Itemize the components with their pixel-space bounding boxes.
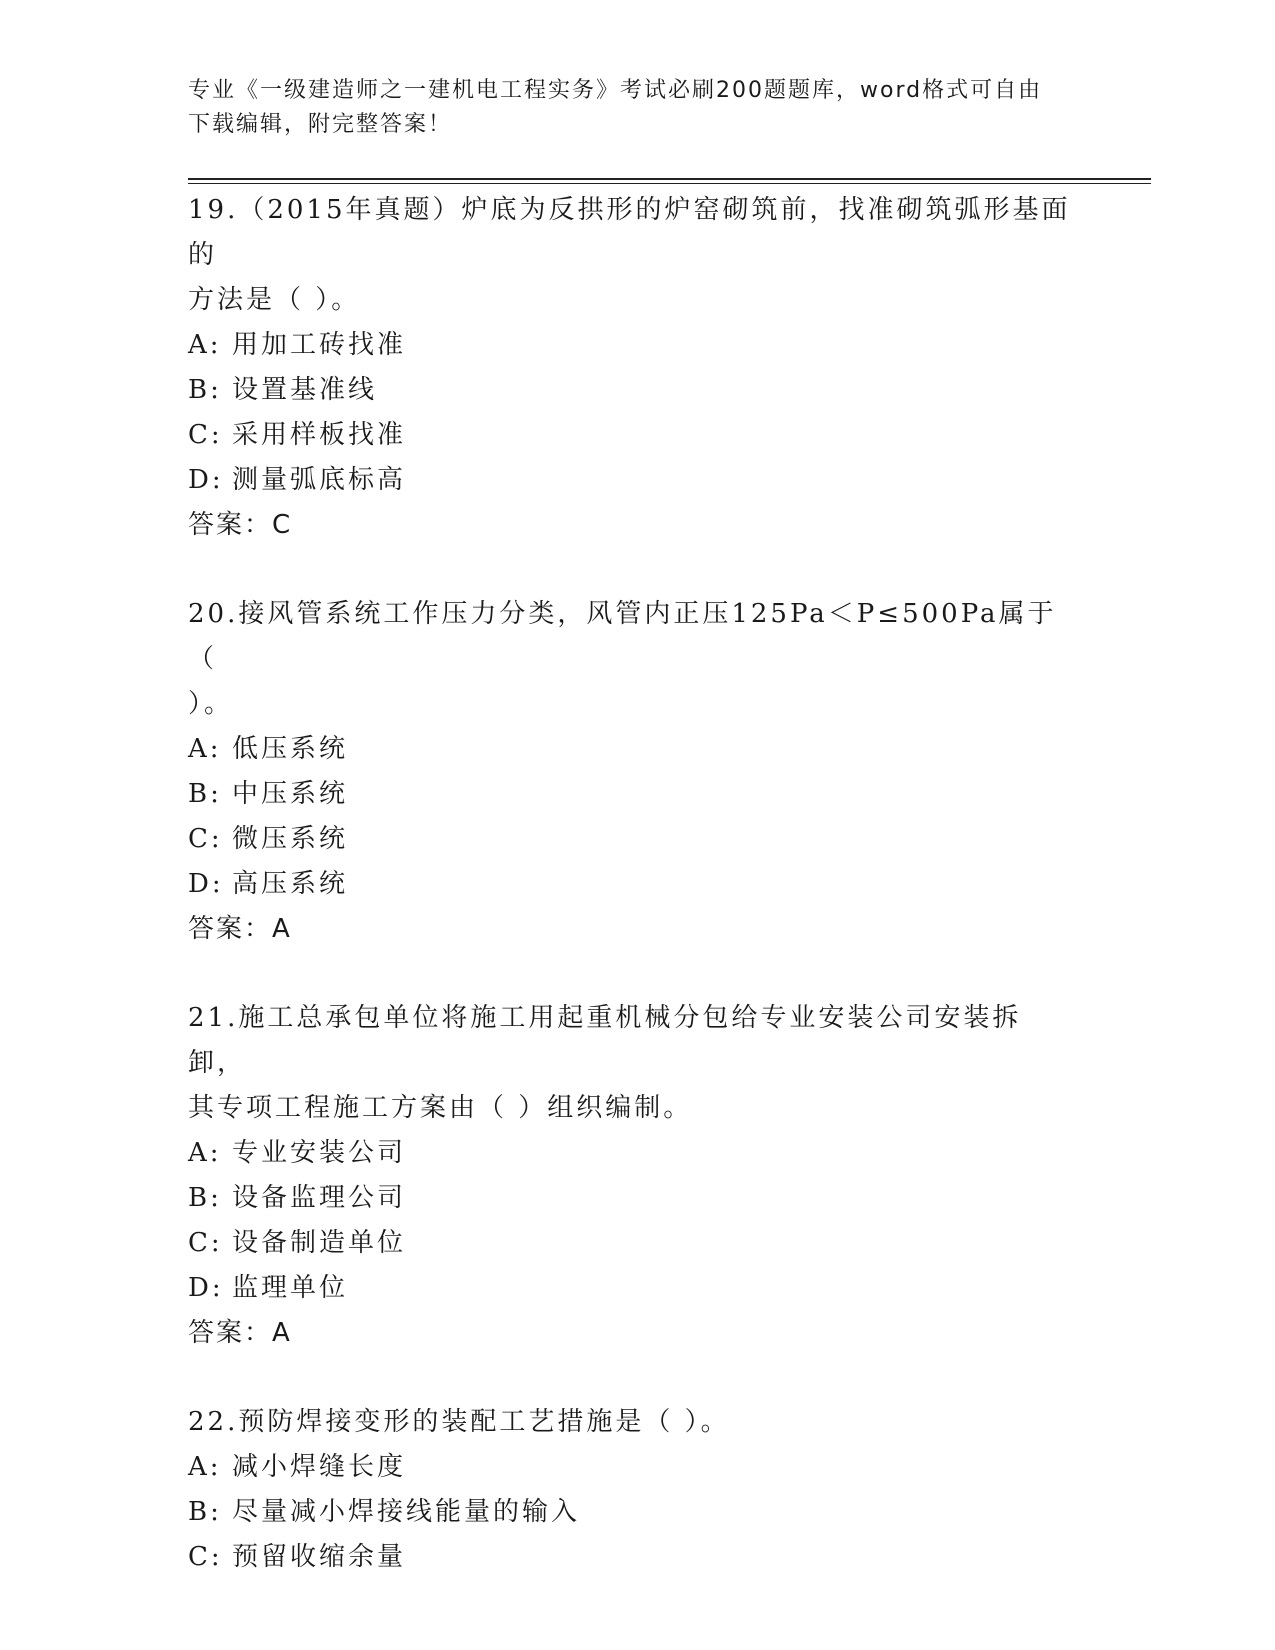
- option-b: [188, 368, 1088, 413]
- option-text: 高压系统: [232, 869, 349, 899]
- option-key: B:: [188, 375, 222, 405]
- question-stem-line-1: 19.（2015年真题）炉底为反拱形的炉窑砌筑前，找准砌筑弧形基面的: [188, 195, 1071, 270]
- option-text: 中压系统: [232, 779, 349, 809]
- option-d: [188, 1266, 1088, 1311]
- option-text: 低压系统: [232, 734, 349, 764]
- option-a: [188, 1445, 1088, 1490]
- option-key: D:: [188, 869, 224, 899]
- option-key: A:: [188, 1138, 222, 1168]
- header-line-2: 下载编辑，附完整答案！: [188, 112, 453, 137]
- document-header: [188, 74, 1088, 142]
- answer-line: 答案：A: [188, 1318, 292, 1348]
- question-list: [188, 188, 1088, 1624]
- option-key: B:: [188, 1183, 222, 1213]
- question-19: [188, 188, 1088, 548]
- option-text: 微压系统: [232, 824, 349, 854]
- option-b: [188, 1490, 1088, 1535]
- option-text: 减小焊缝长度: [232, 1452, 407, 1482]
- option-a: [188, 727, 1088, 772]
- question-stem-line-2: 方法是（ ）。: [188, 285, 361, 315]
- header-divider-thick: [188, 178, 1151, 180]
- option-text: 设备监理公司: [232, 1183, 407, 1213]
- header-divider-thin: [188, 183, 1151, 184]
- question-stem: [188, 996, 1078, 1131]
- option-text: 设备制造单位: [232, 1228, 407, 1258]
- option-c: [188, 413, 1088, 458]
- option-c: [188, 817, 1088, 862]
- option-key: B:: [188, 779, 222, 809]
- option-a: [188, 1131, 1088, 1176]
- question-20: [188, 592, 1088, 952]
- option-text: 采用样板找准: [232, 420, 407, 450]
- option-b: [188, 772, 1088, 817]
- option-text: 设置基准线: [232, 375, 378, 405]
- option-key: D:: [188, 1273, 224, 1303]
- option-text: 预留收缩余量: [232, 1542, 407, 1572]
- option-a: [188, 323, 1088, 368]
- option-text: 测量弧底标高: [232, 465, 407, 495]
- question-stem-line-1: 20.接风管系统工作压力分类，风管内正压125Pa＜P≤500Pa属于（: [188, 599, 1057, 674]
- question-stem-line-1: 22.预防焊接变形的装配工艺措施是（ ）。: [188, 1407, 730, 1437]
- question-stem: [188, 1400, 1078, 1445]
- answer-line: 答案：C: [188, 510, 293, 540]
- option-c: [188, 1535, 1088, 1580]
- option-c: [188, 1221, 1088, 1266]
- question-22: [188, 1400, 1088, 1580]
- question-stem: [188, 188, 1078, 323]
- header-line-1: 专业《一级建造师之一建机电工程实务》考试必刷200题题库，word格式可自由: [188, 78, 1043, 103]
- option-text: 尽量减小焊接线能量的输入: [232, 1497, 581, 1527]
- question-stem-line-2: 其专项工程施工方案由（ ）组织编制。: [188, 1093, 693, 1123]
- option-text: 用加工砖找准: [232, 330, 407, 360]
- option-key: A:: [188, 734, 222, 764]
- answer-line: 答案：A: [188, 914, 292, 944]
- option-key: B:: [188, 1497, 222, 1527]
- option-key: C:: [188, 824, 223, 854]
- option-text: 专业安装公司: [232, 1138, 407, 1168]
- question-stem: [188, 592, 1078, 727]
- option-key: C:: [188, 420, 223, 450]
- option-key: A:: [188, 330, 222, 360]
- option-b: [188, 1176, 1088, 1221]
- question-stem-line-2: ）。: [188, 689, 234, 719]
- option-key: A:: [188, 1452, 222, 1482]
- option-d: [188, 862, 1088, 907]
- question-stem-line-1: 21.施工总承包单位将施工用起重机械分包给专业安装公司安装拆卸，: [188, 1003, 1022, 1078]
- question-21: [188, 996, 1088, 1356]
- option-key: C:: [188, 1542, 223, 1572]
- option-text: 监理单位: [232, 1273, 349, 1303]
- option-d: [188, 458, 1088, 503]
- option-key: C:: [188, 1228, 223, 1258]
- option-key: D:: [188, 465, 224, 495]
